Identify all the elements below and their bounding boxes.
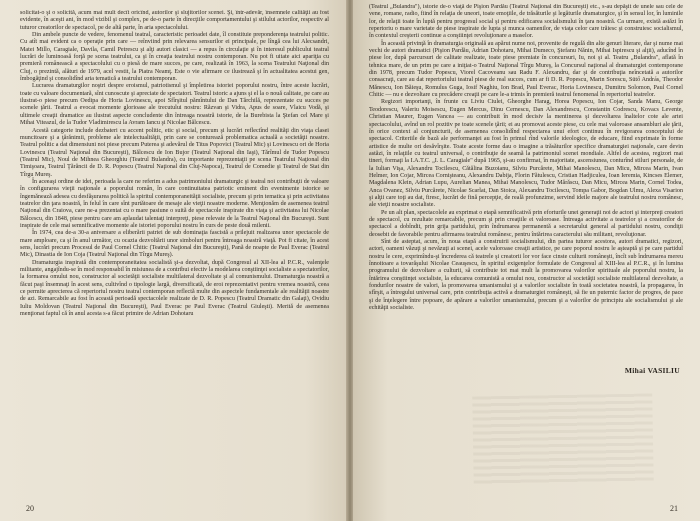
paragraph: (Teatrul „Bulandra"), istorie de-o viaţă de Pişion Pardău (Teatrul Naţional din Bucureşti) etc., s-au depăşit de unele sau cele de vene, romane, radio, fiind în relaţia de uneori, toate emoţiile, de trăsăturile şi legăturile dramaturgice, şi în sensul lor, în luminile lor, de relaţii toate în luptă pentru progresul social şi pentru edificarea socialismului în ţara noastră. Ca urmare, există astăzi în repertoriu o mare varietate de piese inspirate de lupta şi munca oamenilor, de viaţa celor care trăiesc şi construiesc socialismul, în contextul creşterii continue a conştiinţei revoluţionare a maselor. <box>369 4 683 40</box>
left-page <box>0 0 347 521</box>
paragraph: Din ambele puncte de vedere, fenomenul teatral, caracteristic perioadei date, îl constituie preponderenţa teatrului politic. Cu atît mai evident ca o operaţie prin care — reînviind prin relevarea sensurilor ei principale, pe lîngă cea lui Alecsandri, Matei Millo, Caragiale, Davila, Camil Petrescu şi alţi autori clasici — a repus în circulaţie şi în interesul publicului teatral lucrări de luminoasă forţă pe scena teatrului, ca şi în creaţia teatrului nostru contemporan. Nu pot fi uitate aici apariţia cu premieră românească a spectacolului cu o piesă de mare succes, pe care, realizată în 1963, la scena Teatrului Naţional din Cluj, o prezintă, alături de 1979, acel vestit, la Piatra Neamţ. Este o vie afirmare ce ilustrează şi în actualitatea acestui gen, îmbogăţind şi consolidînd aria tematică a teatrului contemporan. <box>20 32 329 83</box>
paragraph: Regizori importanţi, în frunte cu Liviu Ciulei, Gheorghe Harag, Horea Popescu, Ion Cojar, Sanda Manu, George Teodorescu, Valeriu Moisescu, Eugen Mercus, Dinu Cernescu, Dan Alexandrescu, Constantin Codrescu, Kovacs Levente, Christian Maurer, Eugen Vancea — au contribuit în mod decisiv la mentinerea şi dezvoltarea înaltelor cote ale artei spectacolului, avînd un rol pozitiv pe toate scenele ţării; ei au promovat aceste piese, cu cele mai valoroase ansambluri ale ţării, în orice context al conjuncturii, de asemenea consolidînd respectarea unui efort continuu în revigorarea conceptului de spectacol. Criteriile de bază ale performanţei au fost în primul rînd valorile ideologice, de educare, fiind exprimate în forme artistice de multe ori desăvîrşite. Toate aceste forme dau o imagine a trăsăturilor specifice dramaturgiei naţionale, care devin astăzi, în relaţiile cu teatrul universal, o contribuţie de seamă la patrimoniul scenei mondiale. Altfel de acestea, regizori mai tineri, formaţi la I.A.T.C. „I. L. Caragiale" după 1965, şi-au confirmat, în majoritate, ascensiunea, conturînd stiluri personale, de la Iulian Vişa, Alexandru Tocilescu, Cătălina Buzoianu, Silviu Purcărete, Mihai Manolescu, Dan Micu, Mircea Marin, Ivan Helmer, Ion Cojar, Mircea Cornişteanu, Alexandru Dabija, Florin Fătulescu, Cristian Hadjiculea, Ioan Ieremia, Kincses Elemer, Magdalena Klein, Adrian Lupu, Aurelian Manea, Mihai Manolescu, Tudor Mărăscu, Dan Micu, Mircea Marin, Cornel Todea, Anca Ovanez, Silviu Purcărete, Nicolae Scarlat, Dan Stoica, Alexandru Tocilescu, Tompa Gabor, Bogdan Ulmu, Alexa Visarion şi alţii care toţi au dat, firesc, lucrări de fină percepţie, de reală profunzime, servind ideile majore ale teatrului nostru românesc, ale vieţii noastre socialiste. <box>369 99 683 209</box>
paragraph: Lucrarea dramaturgilor noştri despre eroismul, patriotismul şi împletirea istoriei poporului nostru, între aceste lucrări, toate cu valoare documentară, sînt cunoscute şi apreciate de spectatori. Teatrul istoric a ajuns şi el la o nouă calitate, pe care au ilustrat-o piese precum Oedipa de Horia Lovinescu, apoi Sfîrşitul pămîntului de Dan Tărchilă, reprezentate cu succes pe scenele ţării. Teatrul a evocat momente glorioase ale trecutului nostru: Răzvan şi Vidra, Apus de soare, Vlaicu Vodă, şi ultimele creaţii dramatice au ilustrat aspecte concludente din întreaga noastră istorie, de la Burebista la Ştefan cel Mare şi Mihai Viteazul, de la Tudor Vladimirescu la Avram Iancu şi Nicolae Bălcescu. <box>20 83 329 127</box>
paragraph: În această privinţă în dramaturgia originală au apărut nume noi, provenite de regulă din alte genuri literare, dar şi nume mai vechi de autori dramatici (Pişion Pardău, Adrian Dohotaru, Mihai Dumeco, Ştefanu Nănin, Mihai Ispirescu şi alţii), aducînd în piese lor, după parcursuri de calitate realizate, toate piese premiate în concursuri, Iu, noi şi al. Teatru „Bulandra", aflată în tehnica mare, de un prim pe care a iniţiat-o Teatrul Naţional Tîrgu Mureş, la Concursul naţional al dramaturgiei contemporane din 1978, precum Tudor Popescu, Viorel Cacoveanu sau Radu F. Alexandru, dar şi de contribuţia neîncetată a autorilor consacraţi, care au dat repertoriului teatral piese de real succes, cum ar fi D. R. Popescu, Marin Sorescu, Sütő András, Theodor Mănescu, Ion Băieşu, Romulus Guga, Iosif Naghiu, Ion Brad, Paul Everac, Horia Lovinescu, Dumitru Solomon, Paul Cornel Chitic — nu e dezvoltare cu precădere creaţii pe care le-a trimis în premieră teatrul fenomenal în repertoriul teatrelor. <box>369 40 683 99</box>
paragraph: Pe un alt plan, spectacolele au exprimat o etapă semnificativă prin eforturile unei generaţii noi de actori şi interpreţi creatori de spectacol, cu rezultate remarcabile, precum şi prin creaţiile ei valoroase. Întreaga activitate a teatrelor şi a creatorilor de spectacol a dobîndit, prin grija partidului, prin îndrumarea permanentă a secretarului general al partidului nostru, condiţii deosebit de favorabile pentru afirmarea teatrului românesc, pentru întărirea caracterului său militant, revoluţionar. <box>369 209 683 238</box>
paragraph: În 1974, cea de-a 30-a aniversare a eliberării patriei de sub dominaţia fascistă a prilejuit realizarea unor spectacole de mare amploare, ca şi în anul următor, cu ocazia dezvoltării unor simboluri pentru întreaga noastră viaţă. Pot fi citate, în acest sens, lucrări precum Procesul de Paul Cornel Chitic (Teatrul Naţional din Bucureşti), Pană de noapte de Paul Everac (Teatrul Mic), Dinastia de Ion Coja (Teatrul Naţional din Tîrgu Mureş). <box>20 230 329 259</box>
left-page-text <box>20 10 329 496</box>
author-signature: Mihai VASILIU <box>624 366 680 375</box>
paragraph: Sînt de asteptat, acum, în noua etapă a construirii socialismului, din partea tuturor acestora, autori dramatici, regizori, actori, oameni văzuţi şi nevăzuţi ai scenei, acele valoroase creaţii artistice, pe care poporul nostru le aşteaptă şi pe care partidul nostru le cere, exprimîndu-şi încrederea că teatrele şi creatorii lor vor face cinste culturii româneşti, încît sub îndrumarea mereu înnoitoare a tovarăşului Nicolae Ceauşescu, în spiritul exigenţelor formulate de Congresul al XIII-lea al P.C.R., şi în lumina programului de dezvoltare a culturii, să contribuie tot mai mult la promovarea valorilor spirituale ale poporului nostru, la întărirea conştiinţei socialiste, la educarea comunistă a omului nou, constructor al societăţii socialiste multilateral dezvoltate, a fondurilor noastre de valori, la promovarea umanismului şi a valorilor socialiste în toată societatea noastră, la propagarea, în sfîrşit, a întregului universal care, prin contribuţia activă a dramaturgiei româneşti, să fie un puternic factor de progres, de pace şi de înţelegere între popoare, de apărare a valorilor umanismului, precum şi a valorilor de principiu ale socialismului şi ale echităţii socialiste. <box>369 239 683 312</box>
page-number: 20 <box>26 504 34 513</box>
paragraph: solicitat-o şi o solicită, acum mai mult decît oricînd, autorilor şi slujitorilor scenei. Şi, într-adevăr, însemnele calităţii au fost evidente, în aceşti ani, în mod vizibil şi complex, pe de-o parte în direcţiile comportamentului şi stilului actorilor, respectiv al tuturor creatorilor de spectacol, pe de altă parte, în aria spectacolului. <box>20 10 329 31</box>
right-page-text <box>369 4 683 364</box>
show-through-texture <box>472 393 654 486</box>
paragraph: Acestă categorie include dezbateri cu accent politic, etic şi social, precum şi lucrări reflectînd realităţi din viaţa clasei muncitoare şi a ţărănimii, probleme ale intelectualităţii, prin care se conturează problematica actuală a societăţii noastre. Teatrul politic a dat dimensiuni noi piese precum Puterea şi adevărul de Titus Popovici (Teatrul Mic) şi Lovinescu ori de Horia Lovinescu (Teatrul Naţional din Bucureşti), Bălcescu de Ion Bujor (Teatrul Naţional din Iaşi), Tărîmul de Tudor Popescu (Teatrul Mic), Noul de Mihnea Gheorghiu (Teatrul Bulandra), cu importante reprezentaţii pe scena Teatrului Naţional din Timişoara, Teatrul Ţărăncii de D. R. Popescu (Teatrul Naţional din Cluj-Napoca), Teatrul de Comedie şi Teatrul de Stat din Tîrgu Mureş. <box>20 127 329 178</box>
paragraph: În aceeaşi ordine de idei, perioada la care ne referim a adus patrimoniului dramaturgic şi teatral noi contribuţii de valoare în configurarea vieţii naţionale a poporului român, în care continuitatea patriotic eminent din evenimente istorice se îngemănează adesea cu desfăşurarea politică la spiritul contemporaneităţii socialiste, precum şi prin tematica şi prin activitatea teatrelor din ţara noastră, în felul în care sînt purtătoare de mesaje ale vieţii noastre moderne. Menţionăm de asemenea teatrul Naţional din Craiova, care ne-a prezentat cu o mare pasiune o suită de spectacole inspirate din viaţa şi activitatea lui Nicolae Bălcescu, din 1848, piese pentru care am aplaudat talentaţi interpreţi, piese relevate de la Teatrul Naţional din Bucureşti. Sunt inspirate de cele mai semnificative momente ale istoriei poporului nostru în curs de peste două milenii. <box>20 178 329 229</box>
page-number: 21 <box>670 504 678 513</box>
paragraph: Dramaturgia inspirată din contemporaneitatea socialistă şi-a dezvoltat, după Congresul al XII-lea al P.C.R., valenţele militante, angajîndu-se în mod responsabil în misiunea de a contribui efectiv la modelarea conştiinţei socialiste a spectatorilor, la formarea omului nou, constructor al societăţii socialiste multilateral dezvoltate şi al comunismului. Dramaturgia noastră a făcut paşi însemnaţi în acest sens, cultivînd o tipologie largă, diversificată, de eroi reprezentativi pentru vremea noastră, ceea ce permite aprecierea că repertoriul nostru teatral contemporan reflectă multe din aspectele fundamentale ale realităţii noastre de azi. Remarcabile au fost în această perioadă spectacolele realizate de D. R. Popescu (Teatrul Dramatic din Galaţi), Ovidiu Iuliu Moldovan (Teatrul Naţional din Bucureşti), Paul Everac pe Paul Everac (Teatrul Giuleşti). Merită de asemenea menţionat faptul că în anul acesta s-a făcut primire de Adrian Dohotaru <box>20 259 329 318</box>
right-page <box>353 0 700 521</box>
